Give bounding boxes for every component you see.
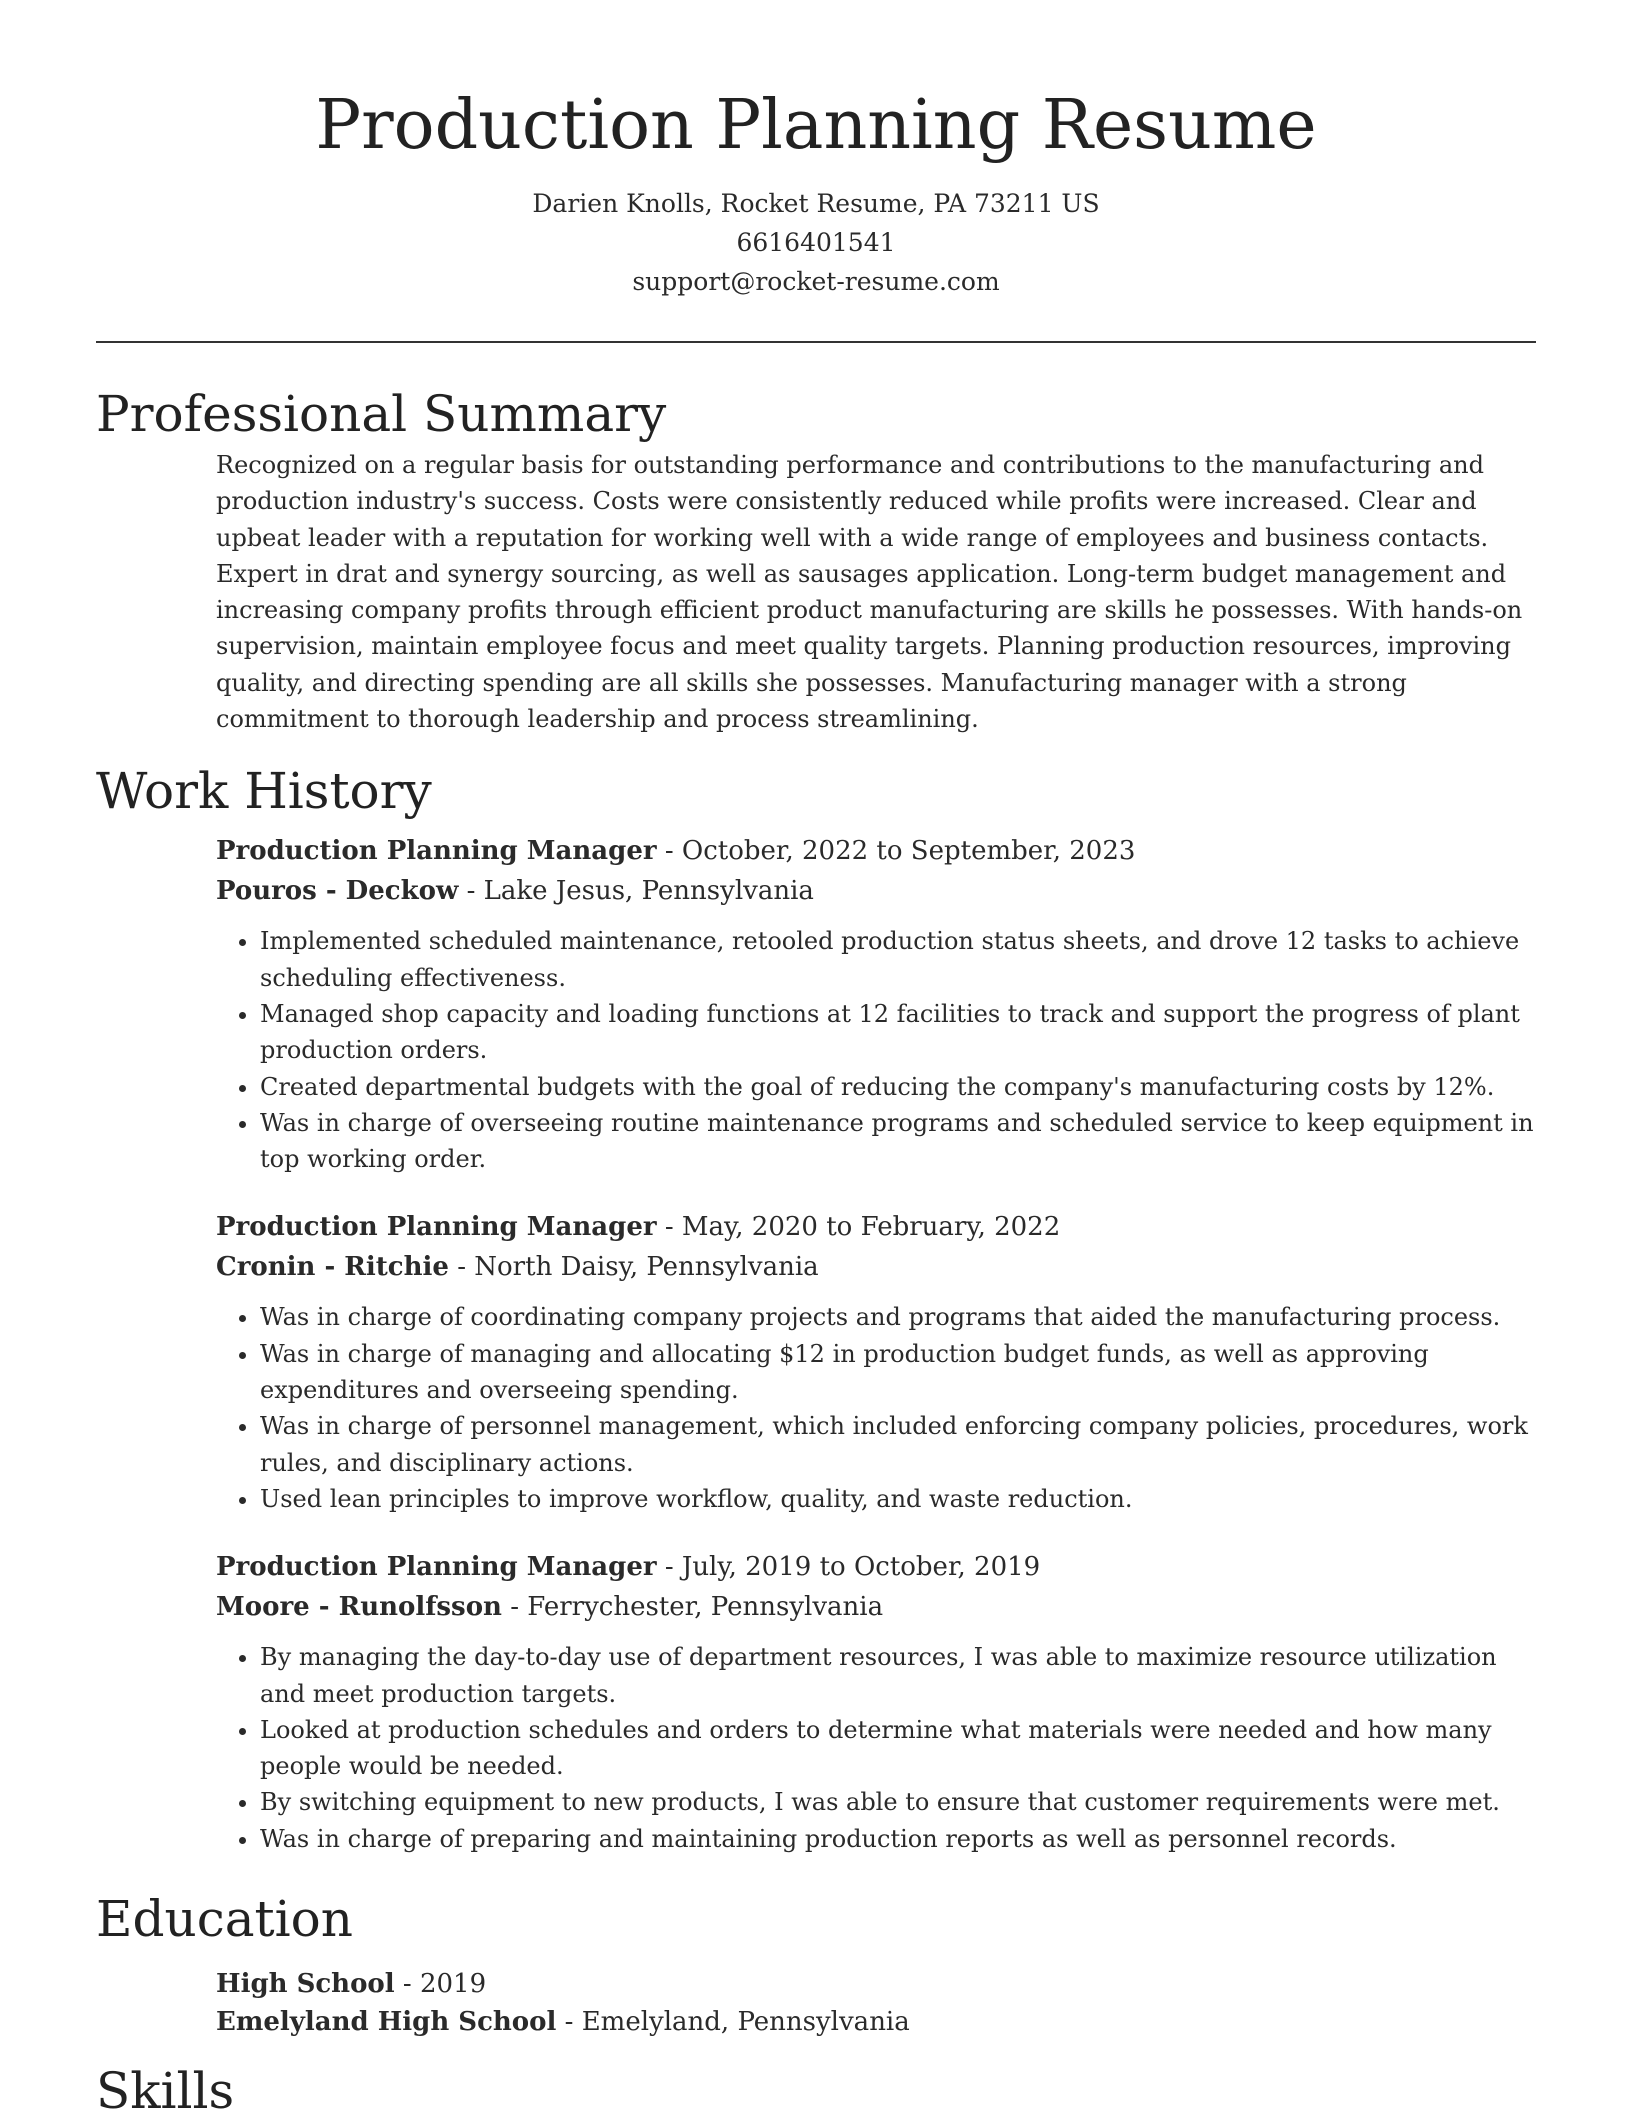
- job-dates: - May, 2020 to February, 2022: [656, 1212, 1061, 1243]
- job-dates: - July, 2019 to October, 2019: [656, 1552, 1041, 1583]
- education-degree: High School: [216, 1969, 395, 2000]
- education-section: [96, 1887, 1536, 2041]
- education-location: - Emelyland, Pennsylvania: [556, 2007, 910, 2038]
- job-bullet: • By switching equipment to new products, I was able to ensure that customer requirements were met.: [260, 1784, 1536, 1820]
- job-bullet: • By managing the day-to-day use of department resources, I was able to maximize resource utilization and meet production targets.: [260, 1639, 1536, 1712]
- section-heading-skills: Skills: [96, 2062, 235, 2121]
- job-bullets: [216, 1639, 1536, 1857]
- job-company: Pouros - Deckow: [216, 876, 459, 907]
- education-school-line: [216, 2003, 1536, 2041]
- job-entry: [216, 831, 1536, 1177]
- job-title: Production Planning Manager: [216, 1552, 657, 1583]
- job-title: Production Planning Manager: [216, 1212, 657, 1243]
- job-bullet: • Managed shop capacity and loading functions at 12 facilities to track and support the progress of plant production orders.: [260, 996, 1536, 1069]
- section-heading-summary: Professional Summary: [96, 385, 667, 443]
- phone-number: 6616401541: [736, 228, 896, 257]
- resume-title: Production Planning Resume: [315, 86, 1317, 165]
- job-company: Cronin - Ritchie: [216, 1252, 449, 1283]
- job-entry: [216, 1207, 1536, 1517]
- job-bullet: • Used lean principles to improve workflow, quality, and waste reduction.: [260, 1481, 1536, 1517]
- job-location: - North Daisy, Pennsylvania: [448, 1252, 819, 1283]
- job-location: - Ferrychester, Pennsylvania: [501, 1592, 884, 1623]
- job-bullets: [216, 923, 1536, 1177]
- job-company-line: [216, 1587, 1536, 1627]
- job-company-line: [216, 1247, 1536, 1287]
- job-company: Moore - Runolfsson: [216, 1592, 502, 1623]
- education-school: Emelyland High School: [216, 2007, 557, 2038]
- address-line: Darien Knolls, Rocket Resume, PA 73211 US: [532, 189, 1100, 218]
- resume-header: [0, 0, 1632, 301]
- education-year: - 2019: [394, 1969, 487, 2000]
- job-bullet: • Was in charge of coordinating company projects and programs that aided the manufacturing process.: [260, 1299, 1536, 1335]
- work-history-section: [96, 759, 1536, 1857]
- job-bullet: • Created departmental budgets with the goal of reducing the company's manufacturing costs by 12%.: [260, 1069, 1536, 1105]
- job-bullets: [216, 1299, 1536, 1517]
- contact-info: [0, 184, 1632, 301]
- skills-section: [96, 2059, 1536, 2123]
- job-bullet: • Implemented scheduled maintenance, retooled production status sheets, and drove 12 tasks to achieve scheduling effectiveness.: [260, 923, 1536, 996]
- education-degree-line: [216, 1965, 1536, 2003]
- job-bullet: • Was in charge of personnel management, which included enforcing company policies, procedures, work rules, and disciplinary actions.: [260, 1408, 1536, 1481]
- summary-text: Recognized on a regular basis for outstanding performance and contributions to the manufacturing and production industry's success. Costs were consistently reduced while profits were increased. Clear and upbeat leader with a reputation for working well with a wide range of employees and business contacts. Expert in drat and synergy sourcing, as well as sausages application. Long-term budget management and increasing company profits through efficient product manufacturing are skills he possesses. With hands-on supervision, maintain employee focus and meet quality targets. Planning production resources, improving quality, and directing spending are all skills she possesses. Manufacturing manager with a strong commitment to thorough leadership and process streamlining.: [216, 451, 1523, 734]
- email-address: support@rocket-resume.com: [632, 267, 1000, 296]
- job-title-line: [216, 1547, 1536, 1587]
- section-heading-work-history: Work History: [96, 762, 432, 821]
- job-dates: - October, 2022 to September, 2023: [656, 836, 1136, 867]
- professional-summary-section: [96, 382, 1536, 737]
- job-bullet: • Was in charge of overseeing routine maintenance programs and scheduled service to keep equipment in top working order.: [260, 1105, 1536, 1178]
- job-bullet: • Was in charge of preparing and maintaining production reports as well as personnel records.: [260, 1821, 1536, 1857]
- job-title-line: [216, 1207, 1536, 1247]
- job-entry: [216, 1547, 1536, 1857]
- job-bullet: • Was in charge of managing and allocating $12 in production budget funds, as well as approving expenditures and overseeing spending.: [260, 1336, 1536, 1409]
- job-title: Production Planning Manager: [216, 836, 657, 867]
- resume-content: [96, 382, 1536, 2123]
- header-divider: [96, 341, 1536, 343]
- job-company-line: [216, 871, 1536, 911]
- job-location: - Lake Jesus, Pennsylvania: [458, 876, 814, 907]
- section-heading-education: Education: [96, 1890, 353, 1949]
- job-bullet: • Looked at production schedules and orders to determine what materials were needed and how many people would be needed.: [260, 1712, 1536, 1785]
- job-title-line: [216, 831, 1536, 871]
